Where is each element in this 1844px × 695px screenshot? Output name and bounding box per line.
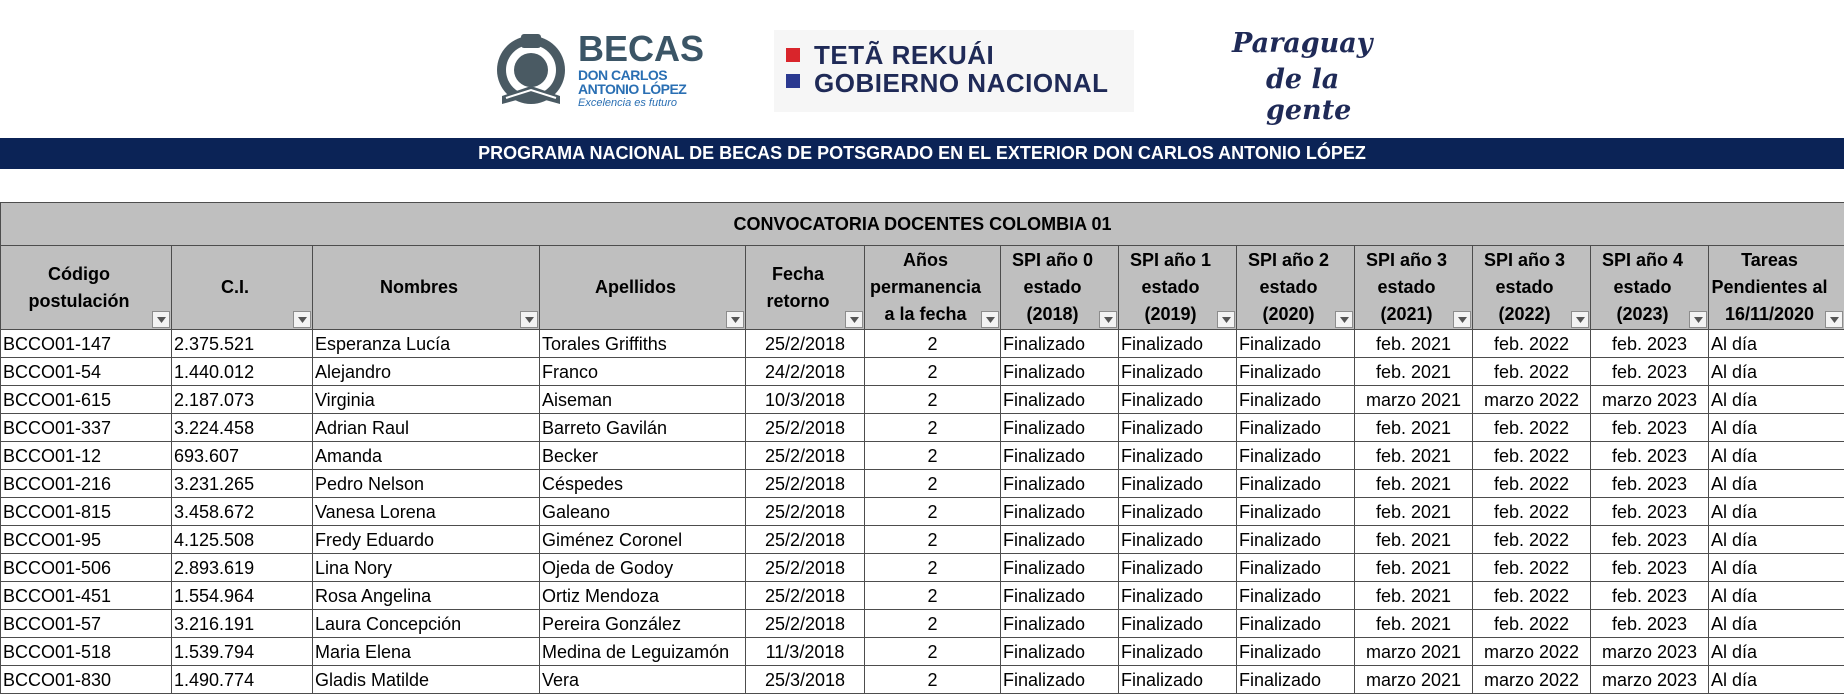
table-cell[interactable]: Finalizado bbox=[1001, 386, 1119, 414]
table-cell[interactable]: feb. 2021 bbox=[1355, 358, 1473, 386]
column-header-label: Tareas Pendientes al 16/11/2020 bbox=[1711, 250, 1828, 324]
column-header bbox=[1709, 246, 1844, 330]
table-cell[interactable]: Finalizado bbox=[1001, 610, 1119, 638]
table-row bbox=[1, 610, 1844, 638]
table-cell[interactable]: feb. 2023 bbox=[1591, 554, 1709, 582]
chevron-down-icon bbox=[986, 317, 995, 323]
table-cell[interactable]: 3.224.458 bbox=[172, 414, 313, 442]
table-cell[interactable]: 2 bbox=[865, 582, 1001, 610]
seal-book-icon bbox=[488, 26, 574, 110]
table-cell[interactable]: marzo 2021 bbox=[1355, 666, 1473, 694]
table-cell[interactable]: Finalizado bbox=[1119, 358, 1237, 386]
filter-dropdown-button[interactable] bbox=[152, 311, 170, 328]
table-cell[interactable]: Finalizado bbox=[1237, 666, 1355, 694]
table-cell[interactable]: marzo 2023 bbox=[1591, 666, 1709, 694]
red-square-icon bbox=[786, 48, 800, 62]
table-cell[interactable]: BCCO01-95 bbox=[1, 526, 172, 554]
table-cell[interactable]: BCCO01-506 bbox=[1, 554, 172, 582]
table-cell[interactable]: marzo 2023 bbox=[1591, 386, 1709, 414]
table-cell[interactable]: 25/2/2018 bbox=[746, 526, 865, 554]
table-cell[interactable]: Virginia bbox=[313, 386, 540, 414]
table-cell[interactable]: Finalizado bbox=[1237, 442, 1355, 470]
filter-dropdown-button[interactable] bbox=[1335, 311, 1353, 328]
table-cell[interactable]: feb. 2021 bbox=[1355, 414, 1473, 442]
table-cell[interactable]: Finalizado bbox=[1237, 638, 1355, 666]
table-cell[interactable]: 2.375.521 bbox=[172, 330, 313, 358]
column-header-label: SPI año 3 estado (2022) bbox=[1483, 250, 1566, 324]
chevron-down-icon bbox=[1104, 317, 1113, 323]
table-cell[interactable]: Finalizado bbox=[1001, 442, 1119, 470]
table-cell[interactable]: Finalizado bbox=[1001, 666, 1119, 694]
table-cell[interactable]: 10/3/2018 bbox=[746, 386, 865, 414]
table-cell[interactable]: Finalizado bbox=[1119, 470, 1237, 498]
table-cell[interactable]: Finalizado bbox=[1001, 498, 1119, 526]
table-cell[interactable]: Al día bbox=[1709, 638, 1844, 666]
table-row bbox=[1, 470, 1844, 498]
column-header bbox=[1119, 246, 1237, 330]
column-header-label: Código postulación bbox=[28, 263, 130, 311]
table-cell[interactable]: feb. 2023 bbox=[1591, 526, 1709, 554]
table-cell[interactable]: 3.231.265 bbox=[172, 470, 313, 498]
scholarship-table bbox=[0, 202, 1844, 694]
table-cell[interactable]: Finalizado bbox=[1119, 386, 1237, 414]
column-header-label: SPI año 2 estado (2020) bbox=[1247, 250, 1330, 324]
table-cell[interactable]: feb. 2021 bbox=[1355, 330, 1473, 358]
table-row bbox=[1, 386, 1844, 414]
table-cell[interactable]: Torales Griffiths bbox=[540, 330, 746, 358]
chevron-down-icon bbox=[731, 317, 740, 323]
filter-dropdown-button[interactable] bbox=[726, 311, 744, 328]
table-cell[interactable]: 2 bbox=[865, 358, 1001, 386]
becas-line2: ANTONIO LÓPEZ bbox=[578, 81, 687, 97]
table-cell[interactable]: Finalizado bbox=[1237, 330, 1355, 358]
blue-square-icon bbox=[786, 74, 800, 88]
table-cell[interactable]: Finalizado bbox=[1001, 638, 1119, 666]
table-cell[interactable]: Finalizado bbox=[1001, 358, 1119, 386]
table-cell[interactable]: BCCO01-615 bbox=[1, 386, 172, 414]
table-cell[interactable]: 2.893.619 bbox=[172, 554, 313, 582]
table-row bbox=[1, 582, 1844, 610]
becas-logo bbox=[488, 26, 705, 110]
filter-dropdown-button[interactable] bbox=[981, 311, 999, 328]
table-cell[interactable]: 2 bbox=[865, 442, 1001, 470]
table-cell[interactable]: Finalizado bbox=[1119, 442, 1237, 470]
logo-header bbox=[0, 0, 1844, 138]
filter-dropdown-button[interactable] bbox=[520, 311, 538, 328]
table-cell[interactable]: Al día bbox=[1709, 554, 1844, 582]
table-cell[interactable]: feb. 2021 bbox=[1355, 442, 1473, 470]
column-header bbox=[1, 246, 172, 330]
chevron-down-icon bbox=[525, 317, 534, 323]
table-cell[interactable]: feb. 2023 bbox=[1591, 358, 1709, 386]
table-cell[interactable]: Al día bbox=[1709, 610, 1844, 638]
column-header-label: Años permanencia a la fecha bbox=[869, 250, 982, 324]
table-cell[interactable]: Finalizado bbox=[1119, 498, 1237, 526]
chevron-down-icon bbox=[850, 317, 859, 323]
becas-line1: DON CARLOS bbox=[578, 67, 668, 83]
table-cell[interactable]: 2 bbox=[865, 554, 1001, 582]
table-cell[interactable]: BCCO01-815 bbox=[1, 498, 172, 526]
table-cell[interactable]: marzo 2021 bbox=[1355, 386, 1473, 414]
table-cell[interactable]: Finalizado bbox=[1237, 526, 1355, 554]
table-cell[interactable]: feb. 2023 bbox=[1591, 330, 1709, 358]
table-cell[interactable]: Al día bbox=[1709, 498, 1844, 526]
paraguay-line1: Paraguay bbox=[1232, 28, 1373, 59]
table-cell[interactable]: 25/2/2018 bbox=[746, 582, 865, 610]
table-cell[interactable]: Céspedes bbox=[540, 470, 746, 498]
chevron-down-icon bbox=[1222, 317, 1231, 323]
table-cell[interactable]: feb. 2022 bbox=[1473, 610, 1591, 638]
filter-dropdown-button[interactable] bbox=[1099, 311, 1117, 328]
table-cell[interactable]: Finalizado bbox=[1237, 414, 1355, 442]
table-cell[interactable]: Finalizado bbox=[1237, 386, 1355, 414]
table-cell[interactable]: 25/2/2018 bbox=[746, 610, 865, 638]
table-cell[interactable]: Finalizado bbox=[1119, 526, 1237, 554]
table-cell[interactable]: marzo 2021 bbox=[1355, 638, 1473, 666]
table-cell[interactable]: feb. 2023 bbox=[1591, 582, 1709, 610]
table-cell[interactable]: Finalizado bbox=[1119, 666, 1237, 694]
table-cell[interactable]: Laura Concepción bbox=[313, 610, 540, 638]
table-cell[interactable]: Finalizado bbox=[1237, 358, 1355, 386]
column-header-label: SPI año 0 estado (2018) bbox=[1011, 250, 1094, 324]
table-cell[interactable]: Galeano bbox=[540, 498, 746, 526]
table-cell[interactable]: Vanesa Lorena bbox=[313, 498, 540, 526]
table-cell[interactable]: 693.607 bbox=[172, 442, 313, 470]
column-header bbox=[1473, 246, 1591, 330]
table-cell[interactable]: 2 bbox=[865, 610, 1001, 638]
filter-dropdown-button[interactable] bbox=[1453, 311, 1471, 328]
table-cell[interactable]: Esperanza Lucía bbox=[313, 330, 540, 358]
table-cell[interactable]: feb. 2023 bbox=[1591, 470, 1709, 498]
column-header bbox=[313, 246, 540, 330]
chevron-down-icon bbox=[1458, 317, 1467, 323]
table-cell[interactable]: Alejandro bbox=[313, 358, 540, 386]
table-cell[interactable]: Finalizado bbox=[1237, 610, 1355, 638]
table-cell[interactable]: Finalizado bbox=[1001, 470, 1119, 498]
paraguay-line2: de la gente bbox=[1266, 64, 1352, 126]
table-cell[interactable]: Franco bbox=[540, 358, 746, 386]
table-cell[interactable]: 2 bbox=[865, 666, 1001, 694]
table-cell[interactable]: 25/2/2018 bbox=[746, 442, 865, 470]
table-cell[interactable]: marzo 2022 bbox=[1473, 386, 1591, 414]
table-cell[interactable]: Finalizado bbox=[1237, 498, 1355, 526]
table-cell[interactable]: 4.125.508 bbox=[172, 526, 313, 554]
table-cell[interactable]: Finalizado bbox=[1119, 330, 1237, 358]
paraguay-logo bbox=[1232, 28, 1392, 126]
table-cell[interactable]: Barreto Gavilán bbox=[540, 414, 746, 442]
table-cell[interactable]: feb. 2023 bbox=[1591, 498, 1709, 526]
table-cell[interactable]: BCCO01-57 bbox=[1, 610, 172, 638]
table-cell[interactable]: Al día bbox=[1709, 582, 1844, 610]
table-cell[interactable]: 24/2/2018 bbox=[746, 358, 865, 386]
table-row bbox=[1, 638, 1844, 666]
table-cell[interactable]: Fredy Eduardo bbox=[313, 526, 540, 554]
table-row bbox=[1, 442, 1844, 470]
column-header bbox=[746, 246, 865, 330]
table-cell[interactable]: feb. 2023 bbox=[1591, 610, 1709, 638]
table-cell[interactable]: 3.458.672 bbox=[172, 498, 313, 526]
table-cell[interactable]: 2 bbox=[865, 498, 1001, 526]
table-cell[interactable]: Finalizado bbox=[1001, 526, 1119, 554]
column-header-label: Nombres bbox=[379, 277, 459, 297]
table-cell[interactable]: Finalizado bbox=[1119, 554, 1237, 582]
table-cell[interactable]: feb. 2021 bbox=[1355, 610, 1473, 638]
filter-dropdown-button[interactable] bbox=[845, 311, 863, 328]
table-cell[interactable]: marzo 2023 bbox=[1591, 638, 1709, 666]
teta-rekuai-logo bbox=[774, 30, 1134, 112]
table-cell[interactable]: Finalizado bbox=[1119, 638, 1237, 666]
table-cell[interactable]: Finalizado bbox=[1001, 582, 1119, 610]
column-header bbox=[1355, 246, 1473, 330]
table-cell[interactable]: Finalizado bbox=[1237, 470, 1355, 498]
table-cell[interactable]: feb. 2022 bbox=[1473, 330, 1591, 358]
column-header-label: SPI año 4 estado (2023) bbox=[1601, 250, 1684, 324]
table-cell[interactable]: Al día bbox=[1709, 386, 1844, 414]
table-cell[interactable]: feb. 2022 bbox=[1473, 470, 1591, 498]
table-row bbox=[1, 414, 1844, 442]
table-cell[interactable]: BCCO01-54 bbox=[1, 358, 172, 386]
table-cell[interactable]: 25/3/2018 bbox=[746, 666, 865, 694]
filter-dropdown-button[interactable] bbox=[1689, 311, 1707, 328]
column-header-label: SPI año 1 estado (2019) bbox=[1129, 250, 1212, 324]
table-cell[interactable]: marzo 2022 bbox=[1473, 666, 1591, 694]
table-cell[interactable]: Lina Nory bbox=[313, 554, 540, 582]
table-cell[interactable]: Al día bbox=[1709, 414, 1844, 442]
table-cell[interactable]: Finalizado bbox=[1001, 554, 1119, 582]
table-cell[interactable]: 11/3/2018 bbox=[746, 638, 865, 666]
becas-motto: Excelencia es futuro bbox=[578, 97, 678, 109]
table-cell[interactable]: 1.554.964 bbox=[172, 582, 313, 610]
table-cell[interactable]: Al día bbox=[1709, 358, 1844, 386]
teta-line2: GOBIERNO NACIONAL bbox=[814, 68, 1109, 98]
table-row bbox=[1, 358, 1844, 386]
table-cell[interactable]: feb. 2022 bbox=[1473, 358, 1591, 386]
table-cell[interactable]: Pereira González bbox=[540, 610, 746, 638]
table-cell[interactable]: Rosa Angelina bbox=[313, 582, 540, 610]
table-cell[interactable]: 2 bbox=[865, 526, 1001, 554]
table-cell[interactable]: Ortiz Mendoza bbox=[540, 582, 746, 610]
table-cell[interactable]: Finalizado bbox=[1119, 414, 1237, 442]
chevron-down-icon bbox=[1830, 317, 1839, 323]
column-header bbox=[540, 246, 746, 330]
chevron-down-icon bbox=[1340, 317, 1349, 323]
table-cell[interactable]: 25/2/2018 bbox=[746, 554, 865, 582]
table-cell[interactable]: BCCO01-216 bbox=[1, 470, 172, 498]
table-cell[interactable]: feb. 2021 bbox=[1355, 554, 1473, 582]
column-header bbox=[172, 246, 313, 330]
table-cell[interactable]: BCCO01-147 bbox=[1, 330, 172, 358]
table-cell[interactable]: feb. 2022 bbox=[1473, 526, 1591, 554]
table-cell[interactable]: Maria Elena bbox=[313, 638, 540, 666]
chevron-down-icon bbox=[1694, 317, 1703, 323]
table-cell[interactable]: 25/2/2018 bbox=[746, 414, 865, 442]
table-cell[interactable]: feb. 2022 bbox=[1473, 554, 1591, 582]
table-cell[interactable]: Finalizado bbox=[1001, 330, 1119, 358]
table-cell[interactable]: Pedro Nelson bbox=[313, 470, 540, 498]
teta-line1: TETÃ REKUÁI bbox=[814, 40, 995, 70]
table-cell[interactable]: Finalizado bbox=[1001, 414, 1119, 442]
table-cell[interactable]: 2 bbox=[865, 414, 1001, 442]
table-cell[interactable]: Finalizado bbox=[1237, 554, 1355, 582]
table-cell[interactable]: Adrian Raul bbox=[313, 414, 540, 442]
table-cell[interactable]: 1.440.012 bbox=[172, 358, 313, 386]
table-cell[interactable]: Amanda bbox=[313, 442, 540, 470]
column-header-label: SPI año 3 estado (2021) bbox=[1365, 250, 1448, 324]
convocatoria-title: CONVOCATORIA DOCENTES COLOMBIA 01 bbox=[1, 203, 1844, 246]
column-header-label: Fecha retorno bbox=[766, 263, 830, 311]
table-cell[interactable]: 2 bbox=[865, 330, 1001, 358]
column-header-label: Apellidos bbox=[594, 277, 676, 297]
table-cell[interactable]: Ojeda de Godoy bbox=[540, 554, 746, 582]
table-cell[interactable]: feb. 2023 bbox=[1591, 442, 1709, 470]
table-cell[interactable]: marzo 2022 bbox=[1473, 638, 1591, 666]
table-cell[interactable]: 25/2/2018 bbox=[746, 470, 865, 498]
table-cell[interactable]: 1.490.774 bbox=[172, 666, 313, 694]
column-header bbox=[865, 246, 1001, 330]
table-cell[interactable]: Giménez Coronel bbox=[540, 526, 746, 554]
filter-dropdown-button[interactable] bbox=[1825, 311, 1843, 328]
table-cell[interactable]: BCCO01-12 bbox=[1, 442, 172, 470]
table-cell[interactable]: feb. 2023 bbox=[1591, 414, 1709, 442]
table-cell[interactable]: 3.216.191 bbox=[172, 610, 313, 638]
table-cell[interactable]: Finalizado bbox=[1237, 582, 1355, 610]
table-cell[interactable]: 25/2/2018 bbox=[746, 330, 865, 358]
filter-dropdown-button[interactable] bbox=[293, 311, 311, 328]
table-cell[interactable]: feb. 2021 bbox=[1355, 526, 1473, 554]
table-cell[interactable]: BCCO01-518 bbox=[1, 638, 172, 666]
filter-dropdown-button[interactable] bbox=[1571, 311, 1589, 328]
table-cell[interactable]: Al día bbox=[1709, 526, 1844, 554]
table-cell[interactable]: feb. 2022 bbox=[1473, 582, 1591, 610]
table-cell[interactable]: Medina de Leguizamón bbox=[540, 638, 746, 666]
column-header bbox=[1001, 246, 1119, 330]
table-cell[interactable]: 1.539.794 bbox=[172, 638, 313, 666]
table-cell[interactable]: Finalizado bbox=[1119, 610, 1237, 638]
table-cell[interactable]: Al día bbox=[1709, 330, 1844, 358]
table-cell[interactable]: Vera bbox=[540, 666, 746, 694]
table-cell[interactable]: Al día bbox=[1709, 666, 1844, 694]
table-cell[interactable]: BCCO01-337 bbox=[1, 414, 172, 442]
chevron-down-icon bbox=[1576, 317, 1585, 323]
column-header bbox=[1591, 246, 1709, 330]
table-cell[interactable]: 25/2/2018 bbox=[746, 498, 865, 526]
table-cell[interactable]: feb. 2022 bbox=[1473, 442, 1591, 470]
table-cell[interactable]: Aiseman bbox=[540, 386, 746, 414]
becas-title: BECAS bbox=[578, 28, 705, 69]
table-cell[interactable]: feb. 2022 bbox=[1473, 414, 1591, 442]
table-cell[interactable]: 2 bbox=[865, 386, 1001, 414]
table-cell[interactable]: Al día bbox=[1709, 442, 1844, 470]
table-cell[interactable]: Finalizado bbox=[1119, 582, 1237, 610]
table-cell[interactable]: BCCO01-451 bbox=[1, 582, 172, 610]
chevron-down-icon bbox=[157, 317, 166, 323]
chevron-down-icon bbox=[298, 317, 307, 323]
table-cell[interactable]: feb. 2021 bbox=[1355, 582, 1473, 610]
column-header bbox=[1237, 246, 1355, 330]
table-cell[interactable]: Becker bbox=[540, 442, 746, 470]
table-cell[interactable]: Gladis Matilde bbox=[313, 666, 540, 694]
column-header-label: C.I. bbox=[220, 277, 249, 297]
table-row bbox=[1, 554, 1844, 582]
table-cell[interactable]: BCCO01-830 bbox=[1, 666, 172, 694]
table-cell[interactable]: 2.187.073 bbox=[172, 386, 313, 414]
table-cell[interactable]: feb. 2021 bbox=[1355, 498, 1473, 526]
table-cell[interactable]: feb. 2022 bbox=[1473, 498, 1591, 526]
table-cell[interactable]: 2 bbox=[865, 638, 1001, 666]
table-row bbox=[1, 330, 1844, 358]
table-row bbox=[1, 498, 1844, 526]
table-cell[interactable]: Al día bbox=[1709, 470, 1844, 498]
table-cell[interactable]: 2 bbox=[865, 470, 1001, 498]
table-row bbox=[1, 666, 1844, 694]
table-cell[interactable]: feb. 2021 bbox=[1355, 470, 1473, 498]
program-title: PROGRAMA NACIONAL DE BECAS DE POTSGRADO EN EL EXTERIOR DON CARLOS ANTONIO LÓPEZ bbox=[0, 138, 1844, 169]
filter-dropdown-button[interactable] bbox=[1217, 311, 1235, 328]
table-row bbox=[1, 526, 1844, 554]
